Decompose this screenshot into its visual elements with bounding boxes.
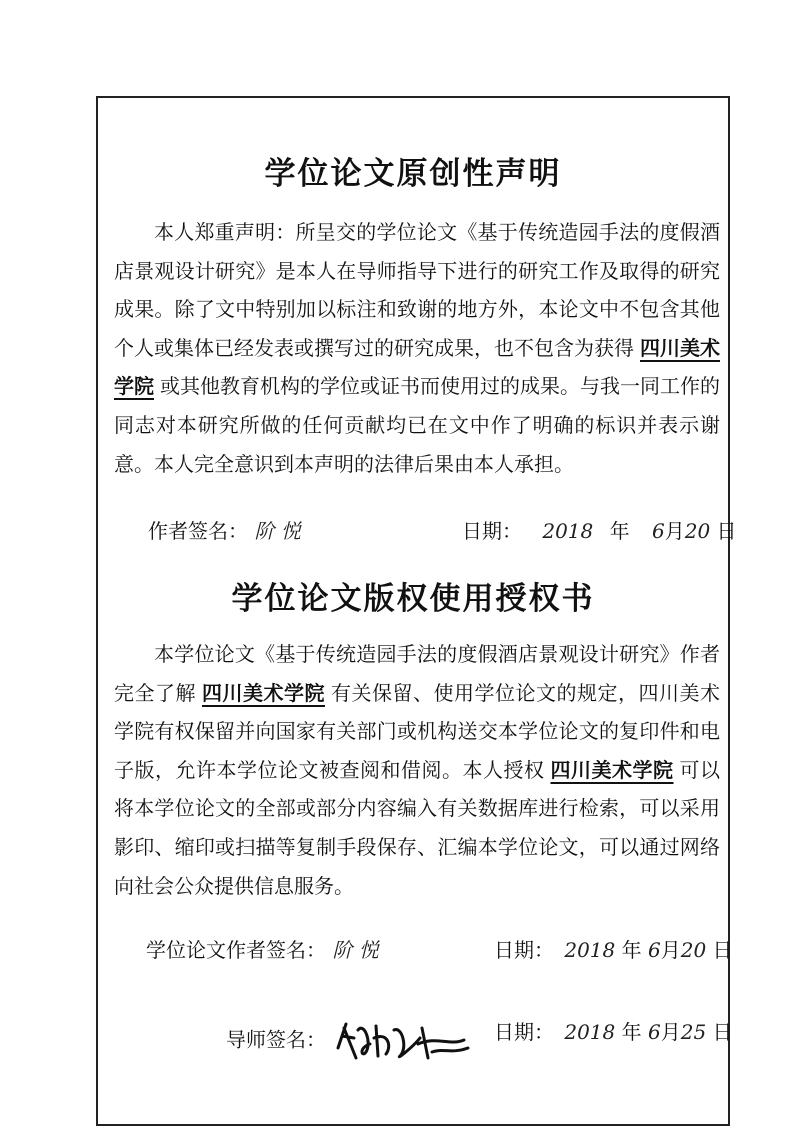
advisor-signature-scribble	[332, 1018, 472, 1064]
declaration-body	[114, 213, 720, 483]
declaration-text-1: 本人郑重声明：所呈交的学位论文《基于传统造园手法的度假酒店景观设计研究》是本人在导师指导下进行的研究工作及取得的研究成果。除了文中特别加以标注和致谢的地方外，本论文中不包含其他个人或集体已经发表或撰写过的研究成果，也不包含为获得	[114, 220, 720, 360]
author-signature: 阶 悦	[254, 519, 301, 543]
auth-author-label: 学位论文作者签名：	[146, 938, 326, 962]
day-char: 日	[716, 519, 737, 543]
advisor-date-month: 6	[647, 1020, 661, 1044]
auth-year-char: 年	[621, 938, 642, 962]
year-char: 年	[609, 519, 630, 543]
auth-author-signature: 阶 悦	[332, 938, 379, 962]
advisor-date-label: 日期：	[494, 1020, 554, 1044]
declaration-text-2: 或其他教育机构的学位或证书而使用过的成果。与我一同工作的同志对本研究所做的任何贡献均已在文中作了明确的标识并表示谢意。本人完全意识到本声明的法律后果由本人承担。	[114, 374, 720, 476]
declaration-institution: 四川美术学院	[114, 335, 720, 399]
advisor-signature-row	[226, 1018, 472, 1064]
auth-month-char: 月	[660, 938, 681, 962]
date-month: 6	[651, 519, 665, 543]
advisor-month-char: 月	[660, 1020, 681, 1044]
month-char: 月	[664, 519, 685, 543]
authorization-text-3: 可以将本学位论文的全部或部分内容编入有关数据库进行检索，可以采用影印、缩印或扫描等复制手段保存、汇编本学位论文，可以通过网络向社会公众提供信息服务。	[114, 757, 720, 898]
authorization-text-1: 本学位论文《基于传统造园手法的度假酒店景观设计研究》作者完全了解	[114, 642, 720, 705]
advisor-date-day: 25	[680, 1020, 707, 1044]
date-day: 20	[684, 519, 711, 543]
authorization-body	[114, 635, 720, 905]
auth-author-date-row	[494, 934, 733, 963]
auth-day-char: 日	[712, 938, 733, 962]
auth-author-signature-row	[146, 934, 379, 963]
authorization-text-2: 有关保留、使用学位论文的规定，四川美术学院有权保留并向国家有关部门或机构送交本学位论文的复印件和电子版，允许本学位论文被查阅和借阅。本人授权	[114, 680, 720, 782]
declaration-signature-row	[148, 515, 301, 544]
declaration-date-row	[462, 515, 737, 544]
advisor-day-char: 日	[712, 1020, 733, 1044]
advisor-date-year: 2018	[564, 1020, 616, 1044]
auth-date-month: 6	[647, 938, 661, 962]
authorization-institution-2: 四川美术学院	[550, 757, 674, 782]
advisor-year-char: 年	[621, 1020, 642, 1044]
authorization-institution-1: 四川美术学院	[202, 680, 325, 705]
author-signature-label: 作者签名：	[148, 519, 248, 543]
advisor-label: 导师签名：	[226, 1027, 326, 1052]
date-label: 日期：	[462, 519, 522, 543]
date-year: 2018	[542, 519, 594, 543]
auth-date-day: 20	[680, 938, 707, 962]
advisor-date-row	[494, 1016, 733, 1045]
authorization-title: 学位论文版权使用授权书	[231, 581, 595, 617]
auth-date-label: 日期：	[494, 938, 554, 962]
declaration-title: 学位论文原创性声明	[264, 156, 562, 192]
auth-date-year: 2018	[564, 938, 616, 962]
